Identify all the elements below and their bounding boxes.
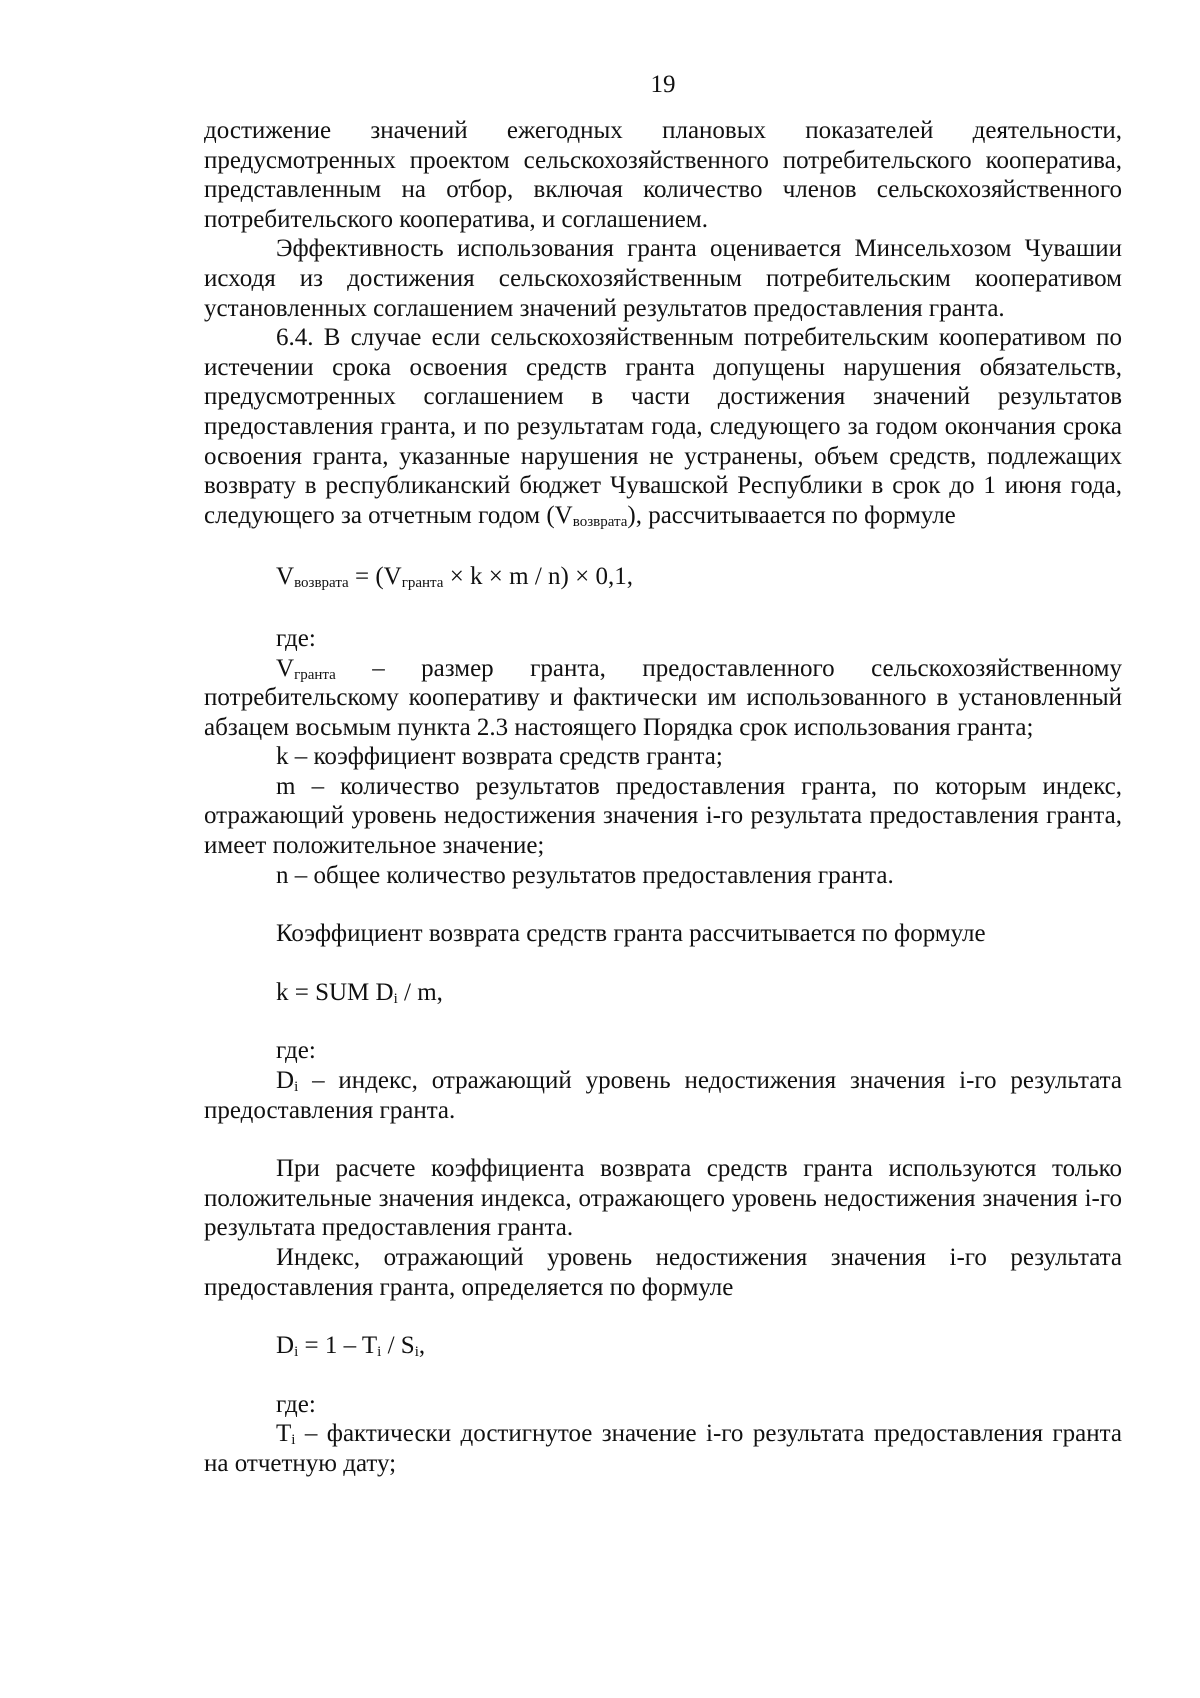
subscript: гранта [401, 575, 444, 592]
subscript: i [291, 1432, 296, 1449]
subscript: возврата [294, 575, 349, 592]
subscript: i [377, 1344, 382, 1361]
definition-d: $D_i$ – индекс, отражающий уровень недостижения значения i-го результата предоставления гранта. [204, 1067, 1122, 1124]
definition-n: n – общее количество результатов предоставления гранта. [276, 861, 894, 889]
where-label: где: [276, 1037, 316, 1065]
definition-k: k – коэффициент возврата средств гранта; [276, 743, 723, 771]
formula-index: $D_i = 1 - T_i / S_i$, [276, 1332, 426, 1361]
paragraph-index: Индекс, отражающий уровень недостижения значения i-го результата предоставления гранта, определяется по формуле [204, 1244, 1122, 1301]
definition-t: $T_i$ – фактически достигнутое значение i-го результата предоставления гранта на отчетную дату; [204, 1420, 1122, 1477]
subscript: i [393, 990, 398, 1007]
paragraph-calculation: При расчете коэффициента возврата средств гранта используются только положительные значения индекса, отражающего уровень недостижения значения i-го результата предоставления гранта. [204, 1155, 1122, 1242]
formula-return-volume: $V_{возврата} = (V_{гранта} \times k \times m / n) \times 0,1$, [276, 563, 633, 592]
where-label: где: [276, 1390, 316, 1418]
paragraph-6-4 [204, 323, 1122, 530]
document-body [204, 116, 1122, 1479]
formula-coefficient: k = SUM $D_i$ / m, [276, 978, 443, 1007]
paragraph-efficiency: Эффективность использования гранта оценивается Минсельхозом Чувашии исходя из достижения сельскохозяйственным потребительским кооперативом установленных соглашением значений результатов предоставления гранта. [204, 235, 1122, 322]
coefficient-intro: Коэффициент возврата средств гранта рассчитывается по формуле [276, 920, 986, 948]
paragraph-continuation: достижение значений ежегодных плановых показателей деятельности, предусмотренных проектом сельскохозяйственного потребительского кооператива, представленным на отбор, включая количество членов сельскохозяйственного потребительского кооператива, и соглашением. [204, 117, 1122, 233]
definition-v-grant: $V_{гранта}$ – размер гранта, предоставленного сельскохозяйственному потребительскому кооперативу и фактически им использованного в установленный абзацем восьмым пункта 2.3 настоящего Порядка срок использования гранта; [204, 654, 1122, 741]
definition-m: m – количество результатов предоставления гранта, по которым индекс, отражающий уровень недостижения значения i-го результата предоставления гранта, имеет положительное значение; [204, 772, 1122, 860]
page-number: 19 [650, 71, 676, 98]
subscript: i [294, 1344, 299, 1361]
paragraph-6-4-text: 6.4. В случае если сельскохозяйственным потребительским кооперативом по истечении срока освоения средств гранта допущены нарушения обязательств, предусмотренных соглашением в части достижения значений результатов предоставления гранта, и по результатам года, следующего за годом окончания срока освоения гранта, указанные нарушения не устранены, объем средств, подлежащих возврату в республиканский бюджет Чувашской Республики в срок до 1 июня года, следующего за отчетным годом (V [204, 324, 1122, 529]
subscript: возврата [572, 513, 628, 530]
paragraph-6-4-tail: ), рассчитываается по формуле [627, 501, 956, 529]
subscript: гранта [294, 666, 336, 683]
subscript: i [414, 1344, 419, 1361]
subscript: i [294, 1079, 299, 1096]
where-label: где: [276, 624, 316, 652]
